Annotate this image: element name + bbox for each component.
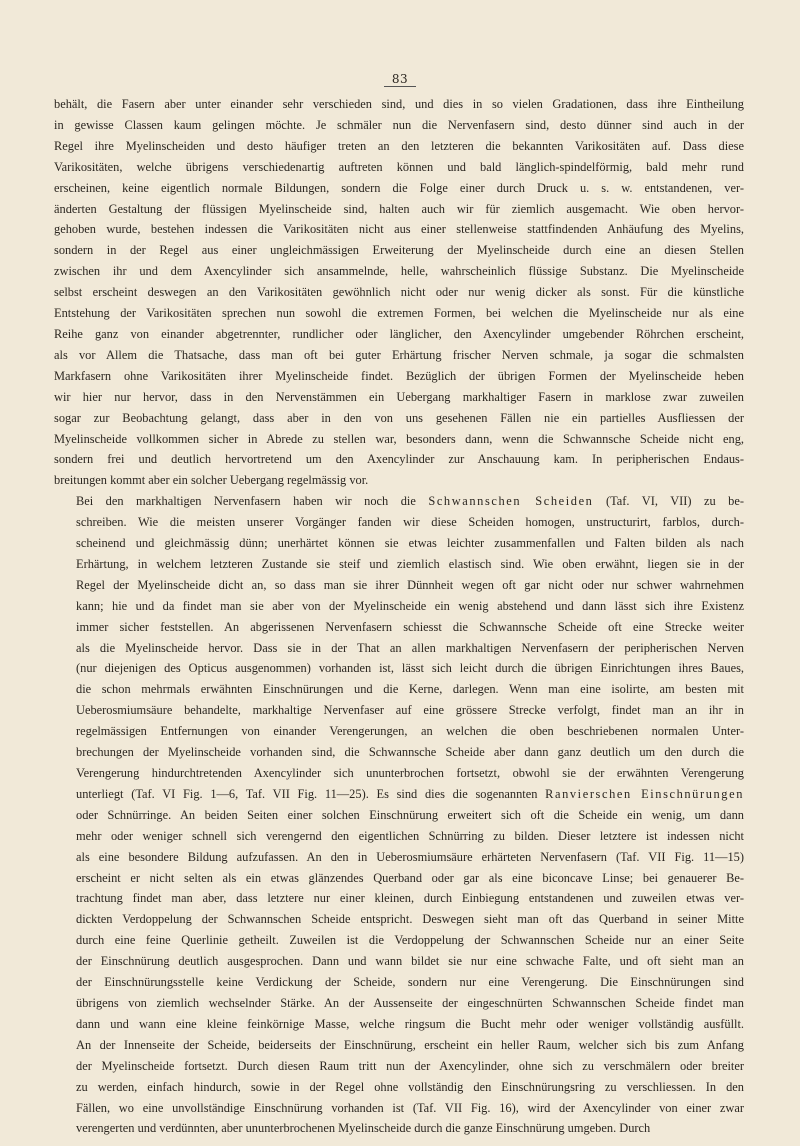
text-line: (nur diejenigen des Opticus ausgenommen) vorhanden ist, lässt sich leicht durch die übrigen Einrichtungen ihres Baues,	[76, 661, 744, 676]
text-line: Varikositäten, welche übrigens verschiedenartig auftreten können und bald länglich-spindelförmig, bald mehr rund	[54, 159, 744, 174]
text-line: zu werden, einfach hindurch, sowie in der Regel ohne vollständig den Einschnürungsring zu verschliessen. In den	[76, 1079, 744, 1094]
text-line: selbst erscheint deswegen an den Varikositäten gewöhnlich nicht oder nur wenig dicker als sonst. Für die künstliche	[54, 285, 744, 300]
text-line: Erhärtung, in welchem letzteren Zustande sie steif und ziemlich elastisch sind. Wie oben erwähnt, liegen sie in der	[76, 556, 744, 571]
text-line: trachtung findet man aber, dass letztere nur einer kleinen, durch Einbiegung entstandenen und zuweilen etwas ver-	[76, 891, 744, 906]
text-line: übrigens von ziemlich wechselnder Stärke. An der Aussenseite der eingeschnürten Schwannschen Scheide findet man	[76, 995, 744, 1010]
text-line: Bei den markhaltigen Nervenfasern haben wir noch die Schwannschen Scheiden (Taf. VI, VII) zu be-	[76, 494, 744, 509]
spaced-term: Ranvierschen Einschnürungen	[545, 786, 744, 801]
text-line: der Einschnürungsstelle keine Verdickung der Scheide, sondern nur eine Verengerung. Die Einschnürungen sind	[76, 975, 744, 990]
text-line: scheinend und gleichmässig dünn; unerhärtet können sie etwas leichter zusammenfallen und Falten bilden als nach	[76, 536, 744, 551]
paragraph	[54, 94, 744, 491]
text-line: in gewisse Classen kaum gelingen möchte. Je schmäler nun die Nervenfasern sind, desto dünner sind auch in der	[54, 117, 744, 132]
text-line: durch eine feine Querlinie getheilt. Zuweilen ist die Verdoppelung der Schwannschen Scheide nur an einer Seite	[76, 933, 744, 948]
text-line: der Myelinscheide fortsetzt. Durch diesen Raum tritt nun der Axencylinder, ohne sich zu verschmälern oder breiter	[76, 1058, 744, 1073]
text-line: erscheint er nicht selten als ein etwas glänzendes Querband oder gar als eine biconcave Linse; bei genauerer Be-	[76, 870, 744, 885]
text-line: erscheinen, keine eigentlich normale Bildungen, sondern die Folge einer durch Druck u. s. w. entstandenen, ver-	[54, 180, 744, 195]
text-line: dickten Verdoppelung der Schwannschen Scheide entspricht. Deswegen sieht man oft das Querband in seiner Mitte	[76, 912, 744, 927]
text-line: Regel ihre Myelinscheiden und desto häufiger treten an den letzteren die bekannten Varikositäten auf. Dass diese	[54, 138, 744, 153]
text-line: breitungen kommt aber ein solcher Uebergang regelmässig vor.	[54, 473, 369, 488]
text-line: sondern frei und deutlich hervortretend um den Axencylinder zur Anschauung kam. In peripherischen Endaus-	[54, 452, 744, 467]
text-line: Verengerung hindurchtretenden Axencylinder sich ununterbrochen fortsetzt, obwohl sie der erwähnten Verengerung	[76, 766, 744, 780]
text-line: mehr oder weniger schnell sich verengernd den eigentlichen Schnürring zu bilden. Dieser letztere ist indessen nicht	[76, 828, 744, 843]
text-line: behält, die Fasern aber unter einander sehr verschieden sind, und dies in so vielen Gradationen, dass ihre Eintheilung	[54, 97, 744, 111]
text-line: unterliegt (Taf. VI Fig. 1—6, Taf. VII Fig. 11—25). Es sind dies die sogenannten Ranvierschen Einschnürungen	[76, 786, 744, 801]
text-line: sondern in der Regel aus einer ungleichmässigen Erweiterung der Myelinscheide durch eine an diesen Stellen	[54, 243, 744, 258]
text-line: der Einschnürung deutlich ausgesprochen. Dann und wann bildet sie nur eine schwache Falte, und oft sieht man an	[76, 954, 744, 969]
text-line: Reihe ganz von einander abgetrennter, rundlicher oder länglicher, den Axencylinder umgebender Röhrchen erscheint,	[54, 326, 744, 341]
text-line: An der Innenseite der Scheide, beiderseits der Einschnürung, erscheint ein heller Raum, welcher sich bis zum Anfang	[76, 1037, 744, 1052]
text-line: sogar zur Beobachtung gelangt, dass aber in den von uns gesehenen Fällen nie ein partielles Ausfliessen der	[54, 410, 744, 425]
text-line: immer sicher feststellen. An abgerissenen Nervenfasern schiesst die Schwannsche Scheide oft eine Strecke weiter	[76, 619, 744, 634]
text-line: Regel der Myelinscheide dicht an, so dass man sie ihrer Dünnheit wegen oft gar nicht oder nur schwer wahrnehmen	[76, 577, 744, 592]
text-line: wir hier nur hervor, dass in den Nervenstämmen ein Uebergang markhaltiger Fasern in marklose zwar zuweilen	[54, 389, 744, 404]
text-line: die schon mehrmals erwähnten Einschnürungen und die Kerne, darlegen. Wenn man eine isolirte, am besten mit	[76, 682, 744, 697]
text-line: schreiben. Wie die meisten unserer Vorgänger fanden wir diese Scheiden homogen, unstructurirt, farblos, durch-	[76, 515, 744, 530]
text-line: änderten Gestaltung der flüssigen Myelinscheide sind, halten auch wir für ziemlich ausgemacht. Wie oben hervor-	[54, 201, 744, 216]
text-line: Ueberosmiumsäure behandelte, markhaltige Nervenfaser auf eine grössere Strecke verfolgt, findet man an ihr in	[76, 703, 744, 718]
page-number	[0, 72, 800, 87]
text-line: gehoben wurde, bestehen indessen die Varikositäten nicht aus einer stellenweise stattfindenden Anhäufung des Myelins,	[54, 222, 744, 237]
text-line: dann und wann eine kleine feinkörnige Masse, welche ringsum die Bucht mehr oder weniger vollständig ausfüllt.	[76, 1016, 744, 1031]
text-line: als die Myelinscheide hervor. Dass sie in der That an allen markhaltigen Nervenfasern der peripherischen Nerven	[76, 640, 744, 655]
text-line: regelmässigen Entfernungen von einander Verengerungen, an welchen die oben beschriebenen normalen Unter-	[76, 724, 744, 739]
text-line: zwischen ihr und dem Axencylinder sich ansammelnde, helle, wahrscheinlich flüssige Substanz. Die Myelinscheide	[54, 264, 744, 279]
text-line: Markfasern ohne Varikositäten ihrer Myelinscheide findet. Bezüglich der übrigen Formen der Myelinscheide heben	[54, 368, 744, 383]
spaced-term: Schwannschen Scheiden	[428, 494, 594, 509]
body-text	[54, 94, 744, 1139]
text-line: verengerten und verdünnten, aber ununterbrochenen Myelinscheide durch die ganze Einschnürung umgeben. Durch	[76, 1121, 651, 1136]
page-number-text: 83	[384, 72, 416, 87]
paragraph	[54, 491, 744, 1139]
text-line: oder Schnürringe. An beiden Seiten einer solchen Einschnürung erweitert sich oft die Scheide ein wenig, um dann	[76, 807, 744, 822]
text-line: Entstehung der Varikositäten sprechen nun sowohl die extremen Formen, bei welchen die Myelinscheide nur als eine	[54, 306, 744, 321]
text-line: als vor Allem die Thatsache, dass man oft bei guter Erhärtung frischer Nerven schmale, ja sogar die schmalsten	[54, 347, 744, 362]
text-line: Myelinscheide vollkommen sicher in Abrede zu stellen war, besonders dann, wenn die Schwannsche Scheide nicht eng,	[54, 431, 744, 446]
text-line: als eine besondere Bildung aufzufassen. An den in Ueberosmiumsäure erhärteten Nervenfasern (Taf. VII Fig. 11—15)	[76, 849, 744, 864]
text-line: Fällen, wo eine unvollständige Einschnürung vorhanden ist (Taf. VII Fig. 16), wird der Axencylinder von einer zwar	[76, 1100, 744, 1115]
text-line: brechungen der Myelinscheide vorhanden sind, die Schwannsche Scheide aber dann ganz deutlich um den durch die	[76, 745, 744, 760]
text-line: kann; hie und da findet man sie aber von der Myelinscheide ein wenig abstehend und dann lässt sich ihre Existenz	[76, 598, 744, 613]
